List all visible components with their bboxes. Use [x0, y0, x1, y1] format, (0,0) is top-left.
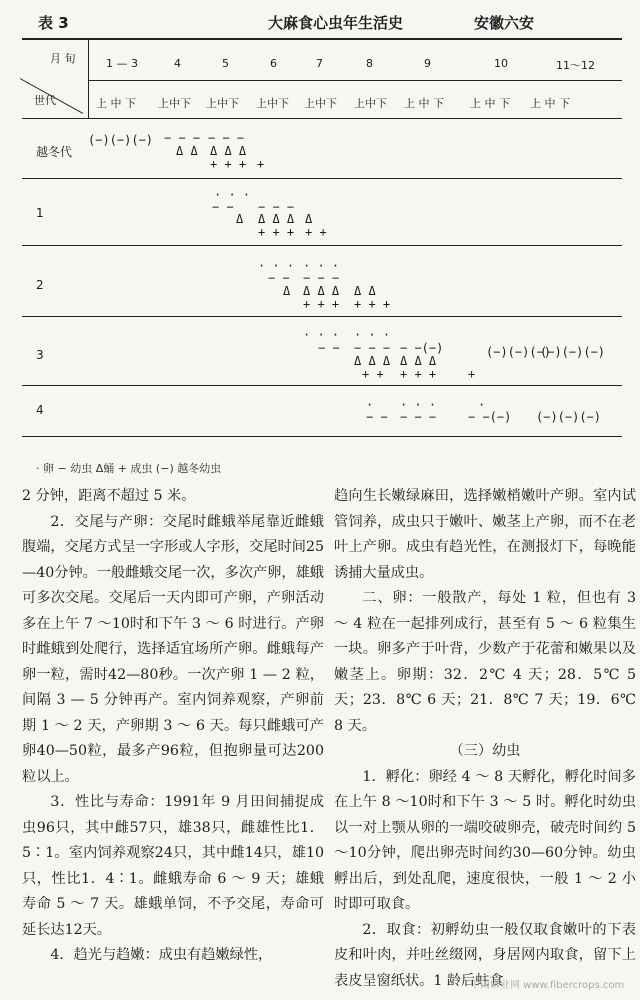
generation-label-overwinter: 越冬代: [36, 145, 73, 159]
month-label: 8: [366, 57, 373, 70]
month-label: 5: [222, 57, 229, 70]
paragraph: 2 分钟，距离不超过 5 米。: [22, 488, 196, 504]
table-title: 大麻食心虫年生活史: [268, 14, 404, 32]
table-top-rule: [22, 38, 622, 40]
month-label: 11～12: [556, 59, 595, 72]
stage-mark: − −: [212, 200, 234, 214]
stage-mark: · · ·: [303, 328, 340, 342]
paragraph: （三）幼虫: [449, 743, 521, 759]
table-legend: · 卵 − 幼虫 Δ蛹 + 成虫 (−) 越冬幼虫: [36, 462, 222, 475]
xun-label: 上中下: [256, 97, 289, 110]
table-row-divider: [22, 245, 622, 246]
xun-label: 上 中 下: [530, 97, 570, 110]
stage-mark: Δ Δ Δ: [210, 144, 247, 158]
month-label: 7: [316, 57, 323, 70]
stage-mark: − −: [268, 271, 290, 285]
generation-label-2: 2: [36, 278, 44, 292]
stage-mark: · · ·: [400, 398, 437, 412]
month-label: 10: [494, 57, 508, 70]
month-label: 1 — 3: [106, 57, 138, 70]
stage-mark: − −(−): [468, 410, 512, 424]
paragraph: 3．性比与寿命：1991年 9 月田间捕捉成虫96只，其中雌57只，雄38只，雌雄性比1．5∶1。室内饲养观察24只，其中雌14只，雄10只，性比1．4∶1。雌蛾寿命 6 ～ 9 天；雄蛾寿命 5 ～ 7 天。雄蛾单饲，不予交尾，寿命可延长达12天。: [22, 794, 324, 938]
stage-mark: · · ·: [354, 328, 391, 342]
stage-mark: Δ Δ: [176, 144, 198, 158]
generation-label-4: 4: [36, 403, 44, 417]
generation-label-1: 1: [36, 206, 44, 220]
paragraph: 趋向生长嫩绿麻田，选择嫩梢嫩叶产卵。室内试管饲养，成虫只于嫩叶、嫩茎上产卵，而不在老叶上产卵。成虫有趋光性，在测报灯下，每晚能诱捕大量成虫。: [334, 488, 636, 581]
stage-mark: Δ Δ Δ: [258, 212, 295, 226]
stage-mark: Δ Δ Δ: [400, 354, 437, 368]
month-label: 9: [424, 57, 431, 70]
stage-mark: + +: [362, 367, 384, 381]
xun-label: 上中下: [304, 97, 337, 110]
stage-mark: · · ·: [214, 188, 251, 202]
stage-mark: − −: [366, 410, 388, 424]
xun-label: 上中下: [206, 97, 239, 110]
stage-mark: ·: [366, 398, 374, 412]
table-row-divider: [22, 385, 622, 386]
paragraph: 2．交尾与产卵：交尾时雌蛾举尾靠近雌蛾腹端，交尾方式呈一字形或人字形，交尾时间25—40分钟。一般雌蛾交尾一次，多次产卵，雄蛾可多次交尾。交尾后一天内即可产卵，产卵活动多在上午 7 ～10时和下午 3 ～ 6 时进行。产卵时雌蛾到处爬行，选择适宜场所产卵。雌蛾每产卵一粒，需时42—80秒。一次产卵 1 — 2 粒，间隔 3 — 5 分钟再产。室内饲养观察，产卵前期 1 ～ 2 天，产卵期 3 ～ 6 天。每只雌蛾可产卵40—50粒，最多产96粒，但抱卵量可达200粒以上。: [22, 513, 324, 785]
site-watermark: 中国麻业网 www.fibercrops.com: [470, 980, 625, 991]
paragraph: 1．孵化：卵经 4 ～ 8 天孵化，孵化时间多在上午 8 ～10时和下午 3 ～ 5 时。孵化时幼虫以一对上颚从卵的一端咬破卵壳，破壳时间约 5 ～10分钟，爬出卵壳时间约30—60分钟。幼虫孵出后，到处乱爬，速度很快，一般 1 ～ 2 小时即可取食。: [334, 768, 636, 912]
generation-label-3: 3: [36, 348, 44, 362]
right-text-column: [334, 484, 636, 994]
table-header-divider: [88, 80, 622, 81]
xun-label: 上 中 下: [96, 97, 136, 110]
stage-mark: +: [257, 157, 265, 171]
stage-mark: − − −: [164, 131, 201, 145]
stage-mark: +: [468, 367, 476, 381]
xun-label: 上中下: [354, 97, 387, 110]
stage-mark: + +: [305, 225, 327, 239]
stage-mark: ·: [478, 398, 486, 412]
stage-mark: − − −: [208, 131, 245, 145]
table-row-divider: [22, 178, 622, 179]
stage-mark: · · ·: [303, 259, 340, 273]
stage-mark: + + +: [258, 225, 295, 239]
stage-mark: − −(−): [400, 341, 444, 355]
stage-mark: + + +: [303, 297, 340, 311]
stage-mark: Δ: [283, 284, 291, 298]
table-stub-vertical-rule: [88, 40, 89, 118]
table-header-bottom-rule: [22, 118, 622, 119]
paragraph: 2．取食：初孵幼虫一般仅取食嫩叶的下表皮和叶肉，并吐丝缀网，身居网内取食，留下上表皮呈窗纸状。1 龄后蛀食: [334, 921, 636, 989]
stage-mark: (−)(−)(−): [536, 410, 602, 424]
month-label: 6: [270, 57, 277, 70]
stage-mark: (−)(−)(−): [486, 345, 552, 359]
left-text-column: [22, 484, 324, 969]
paragraph: 4．趋光与趋嫩：成虫有趋嫩绿性，: [50, 947, 273, 963]
stage-mark: + + +: [354, 297, 391, 311]
stage-mark: · · ·: [258, 259, 295, 273]
stage-mark: + + +: [400, 367, 437, 381]
stage-mark: (−)(−)(−): [88, 133, 154, 147]
xun-label: 上 中 下: [470, 97, 510, 110]
stage-mark: − − −: [258, 200, 295, 214]
xun-label: 上中下: [158, 97, 191, 110]
stage-mark: + + +: [210, 157, 247, 171]
table-row-divider: [22, 316, 622, 317]
xun-label: 上 中 下: [404, 97, 444, 110]
stage-mark: Δ Δ: [354, 284, 376, 298]
month-label: 4: [174, 57, 181, 70]
table-bottom-rule: [22, 436, 622, 437]
header-month-label: 月 旬: [50, 52, 76, 65]
header-generation-label: 世代: [34, 94, 56, 107]
table-location: 安徽六安: [474, 14, 535, 32]
stage-mark: Δ: [236, 212, 244, 226]
stage-mark: − − −: [400, 410, 437, 424]
paragraph: 二、卵：一般散产，每处 1 粒，但也有 3 ～ 4 粒在一起排列成行，甚至有 5 ～ 6 粒集生一块。卵多产于叶背，少数产于花蕾和嫩果以及嫩茎上。卵期：32．2℃ 4 天；28．5℃ 5 天；23．8℃ 6 天；21．8℃ 7 天；19．6℃ 8 天。: [334, 590, 636, 734]
stage-mark: (−)(−)(−): [540, 345, 606, 359]
table-label: 表 3: [38, 14, 69, 32]
stage-mark: − − −: [354, 341, 391, 355]
stage-mark: − −: [318, 341, 340, 355]
stage-mark: Δ Δ Δ: [303, 284, 340, 298]
stage-mark: Δ Δ Δ: [354, 354, 391, 368]
stage-mark: − − −: [303, 271, 340, 285]
stage-mark: Δ: [305, 212, 313, 226]
